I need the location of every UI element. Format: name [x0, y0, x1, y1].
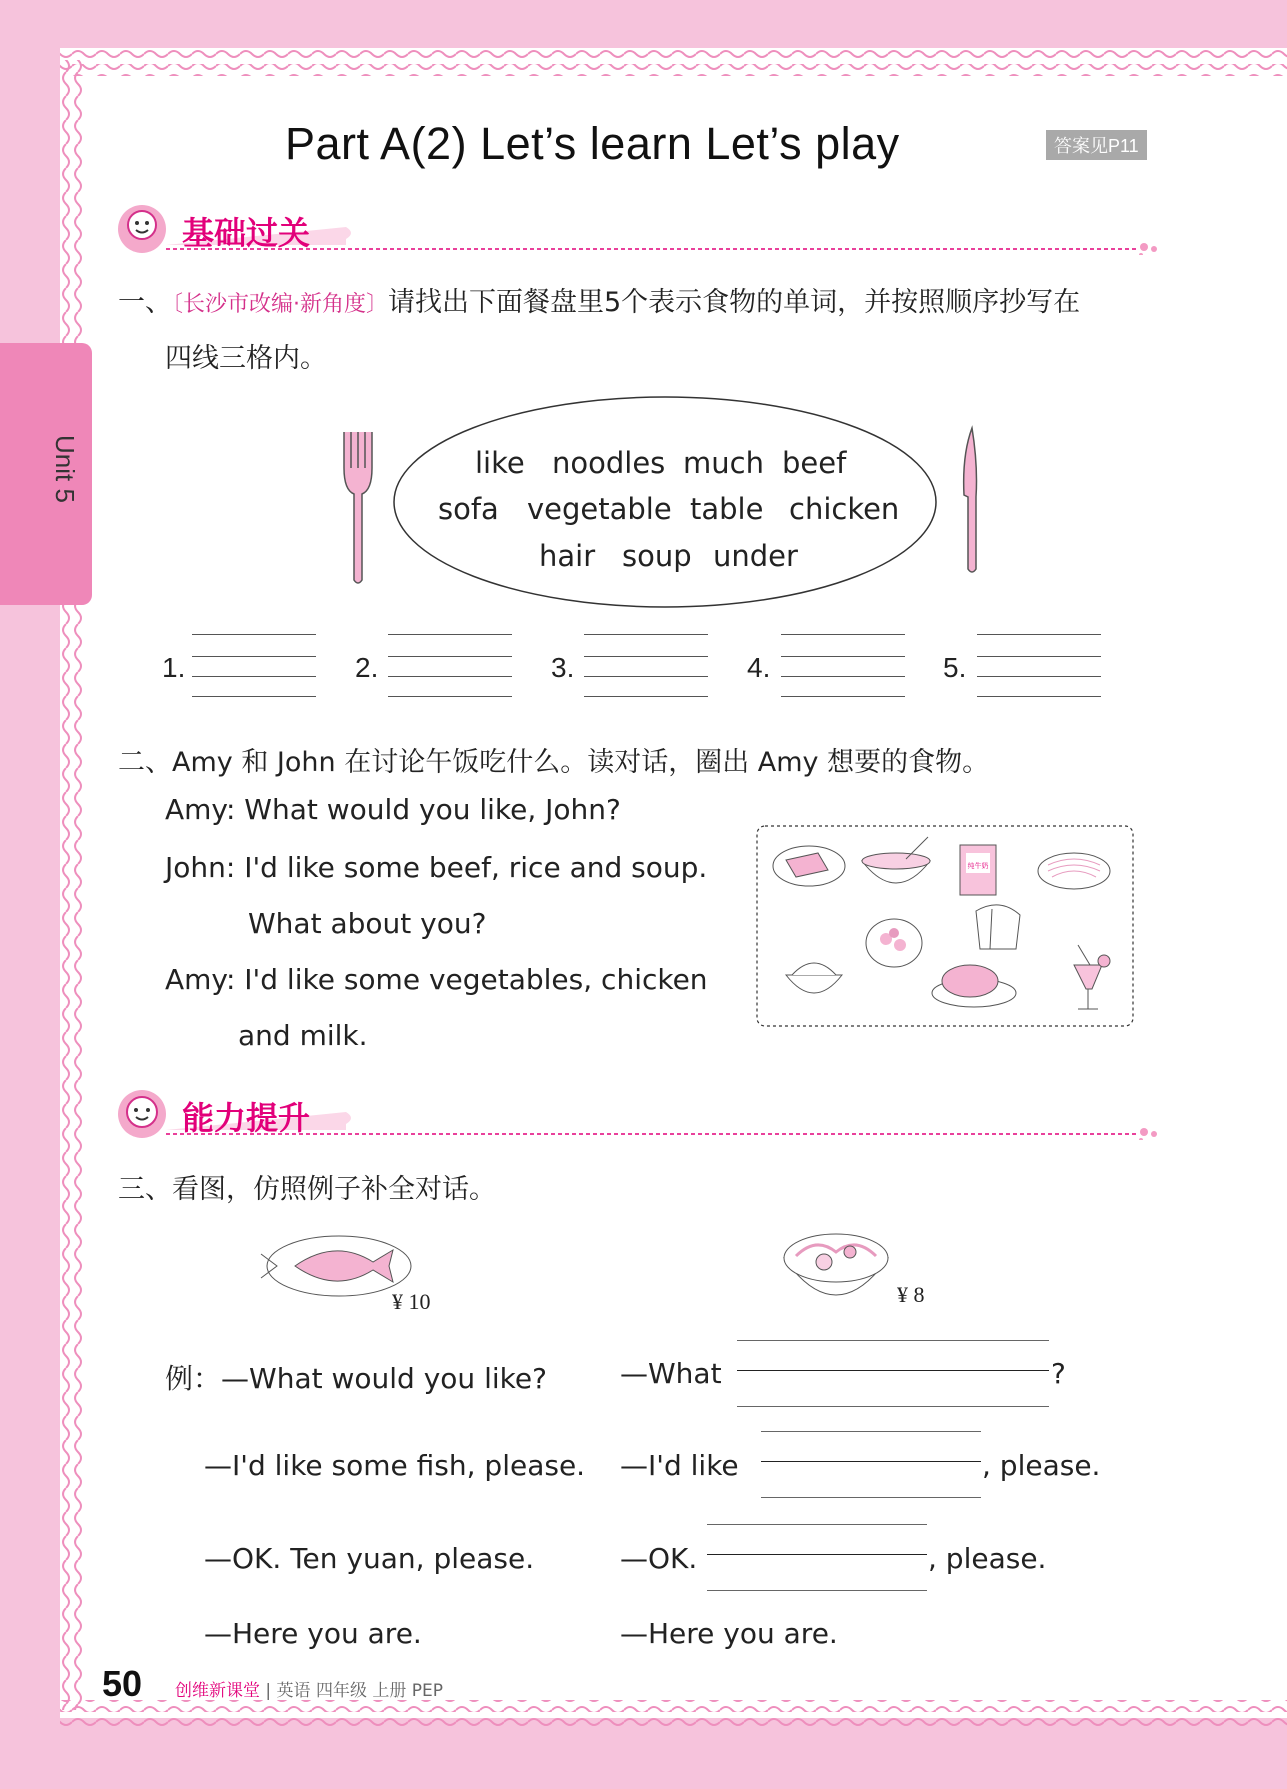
- four-line-blank[interactable]: [781, 634, 905, 696]
- plate-word: beef: [782, 446, 847, 480]
- plate-word: table: [690, 492, 764, 526]
- knife-icon: [958, 425, 986, 575]
- four-line-blank[interactable]: [388, 634, 512, 696]
- answer-blank-2[interactable]: [761, 1431, 981, 1497]
- page-number: 50: [102, 1663, 143, 1704]
- price-fish: ¥ 10: [392, 1289, 431, 1314]
- milk-icon: [960, 845, 996, 895]
- answer-line1-start: —What: [620, 1357, 722, 1390]
- dialogue-line: Amy: What would you like, John?: [165, 793, 621, 826]
- four-line-blank[interactable]: [584, 634, 708, 696]
- beef-icon: [773, 846, 845, 886]
- example-line2: —I'd like some fish, please.: [204, 1449, 586, 1482]
- plate-word: noodles: [552, 446, 666, 480]
- blank-number: 1.: [162, 652, 186, 683]
- example-text: —What would you like?: [221, 1362, 547, 1395]
- four-line-blank[interactable]: [977, 634, 1101, 696]
- vegetables-icon: [866, 919, 922, 967]
- answer-line4: —Here you are.: [620, 1617, 838, 1650]
- plate-word: under: [713, 539, 798, 573]
- q1-text-line1: 请找出下面餐盘里5个表示食物的单词，并按照顺序抄写在: [388, 287, 1081, 318]
- example-line4: —Here you are.: [204, 1617, 422, 1650]
- plate-word: hair: [539, 539, 596, 573]
- answer-reference-badge: 答案见P11: [1046, 130, 1147, 160]
- plate-word: like: [475, 446, 525, 480]
- footer-info: [175, 1676, 443, 1701]
- q2-prompt: 二、Amy 和 John 在讨论午饭吃什么。读对话，圈出 Amy 想要的食物。: [118, 747, 990, 778]
- answer-blank-3[interactable]: [707, 1524, 927, 1590]
- price-noodles: ¥ 8: [897, 1282, 925, 1307]
- noodles-icon: [1038, 853, 1110, 889]
- answer-line2-start: —I'd like: [620, 1449, 739, 1482]
- blank-number: 5.: [943, 652, 967, 683]
- fish-icon: [255, 1232, 415, 1300]
- answer-line2-end: , please.: [982, 1449, 1101, 1482]
- noodle-bowl-icon: [776, 1222, 896, 1306]
- dialogue-line: John: I'd like some beef, rice and soup.: [165, 851, 708, 884]
- plate-word: vegetable: [527, 492, 672, 526]
- answer-line3-end: , please.: [928, 1542, 1047, 1575]
- q1-prompt: [118, 280, 1080, 319]
- dialogue-line: What about you?: [248, 907, 487, 940]
- footer-book-info: 英语 四年级 上册 PEP: [276, 1681, 444, 1701]
- example-label: 例：: [165, 1362, 222, 1395]
- answer-line1-end: ?: [1051, 1357, 1066, 1390]
- food-picture-box: [756, 825, 1136, 1029]
- example-line3: —OK. Ten yuan, please.: [204, 1542, 535, 1575]
- footer-brand: 创维新课堂: [175, 1681, 260, 1701]
- q1-text-line2: 四线三格内。: [165, 343, 327, 374]
- q1-source: 〔长沙市改编·新角度〕: [172, 292, 388, 317]
- plate-word: soup: [622, 539, 692, 573]
- section2-title: 能力提升: [182, 1099, 311, 1137]
- plate-word: sofa: [438, 492, 499, 526]
- blank-number: 3.: [551, 652, 575, 683]
- blank-number: 4.: [747, 652, 771, 683]
- answer-blank-1[interactable]: [737, 1340, 1049, 1406]
- blank-number: 2.: [355, 652, 379, 683]
- footer-separator: |: [265, 1681, 272, 1701]
- svg-text:纯牛奶: 纯牛奶: [967, 862, 989, 870]
- example-line1: [165, 1357, 547, 1397]
- bread-icon: [976, 905, 1020, 949]
- section1-title: 基础过关: [182, 214, 311, 252]
- four-line-blank[interactable]: [192, 634, 316, 696]
- unit-side-tab: [0, 343, 92, 605]
- unit-label: Unit 5: [50, 435, 80, 503]
- dialogue-line: and milk.: [238, 1019, 368, 1052]
- q1-prefix: 一、: [118, 287, 172, 318]
- page-title: Part A(2) Let’s learn Let’s play: [285, 118, 900, 169]
- plate-word: much: [683, 446, 764, 480]
- q3-prompt: 三、看图，仿照例子补全对话。: [118, 1174, 496, 1205]
- answer-line3-start: —OK.: [620, 1542, 698, 1575]
- dialogue-line: Amy: I'd like some vegetables, chicken: [165, 963, 708, 996]
- fork-icon: [338, 428, 378, 588]
- plate-word: chicken: [789, 492, 900, 526]
